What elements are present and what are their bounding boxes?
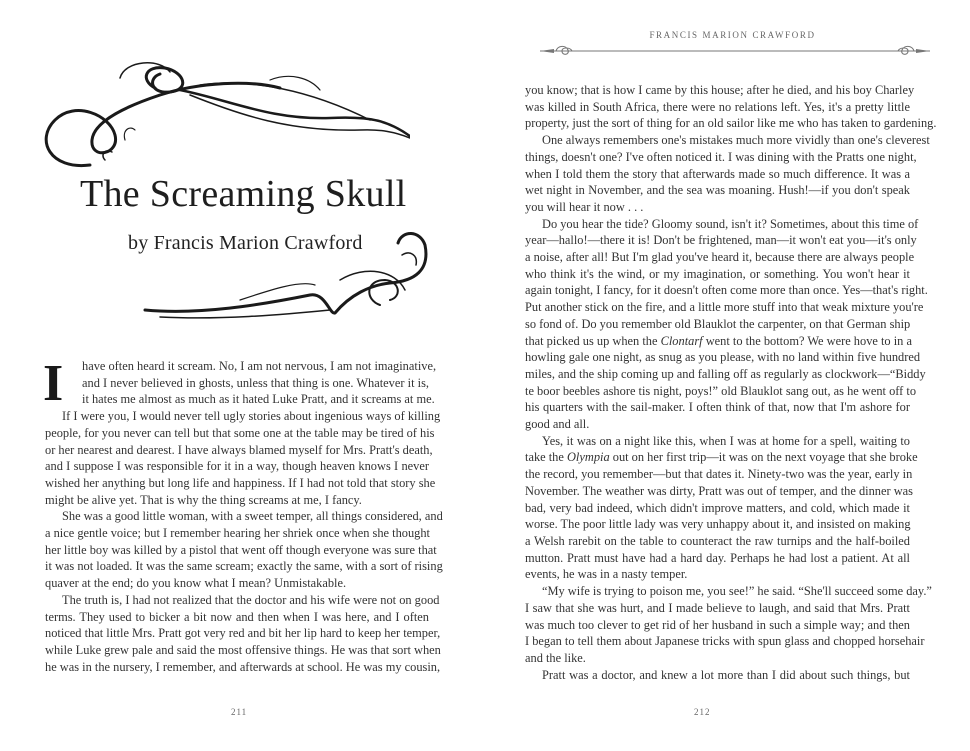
text-line: I saw that she was hurt, and I made believe to laugh, and said that Mrs. Pratt: [525, 600, 910, 615]
ship-name-olympia: Olympia: [566, 450, 610, 465]
flourish-ornament-top: [30, 60, 410, 180]
text-line: November. The weather was dirty, Pratt was out of temper, and the dinner was: [525, 483, 913, 498]
text-line: have often heard it scream. No, I am not nervous, I am not imaginative,: [82, 359, 437, 373]
text-line: his quarters with the sail-maker. I often think of that, now that I'm ashore for: [525, 400, 910, 415]
text-line: might be alive yet. That is why the thing screams at me, I fancy.: [45, 492, 362, 507]
text-line: so fond of. Do you remember old Blauklot the carpenter, on that German ship: [525, 316, 911, 331]
text-line: “My wife is trying to poison me, you see!” he said. “She'll succeed some day.”: [542, 584, 932, 599]
text-line: noticed that little Mrs. Pratt got very red and bit her lip hard to keep her temper,: [45, 626, 441, 641]
text-line: te boor beebles ashore tis night, poys!” old Blauklot sang out, as he went off to: [525, 383, 917, 398]
text-line: events, he was in a nasty temper.: [525, 567, 688, 582]
text-line: and the like.: [525, 650, 586, 665]
text-line: you will hear it now . . .: [525, 199, 644, 214]
text-fragment: take the: [525, 450, 564, 465]
header-rule-ornament: [540, 44, 930, 58]
text-line: again tonight, I fancy, for it doesn't often come more than once. Yes—that's right.: [525, 283, 928, 298]
text-line: a noise, after all! But I'm glad you've heard it, because there are always people: [525, 250, 915, 265]
text-line: a nice gentle voice; but I remember hearing her shriek once when she thought: [45, 526, 430, 541]
text-fragment: that picked us up when the: [525, 333, 658, 348]
text-line: The truth is, I had not realized that the doctor and his wife were not on good: [62, 592, 440, 607]
text-line: while Luke grew pale and said the most offensive things. He was that sort when: [45, 642, 441, 657]
drop-cap: I: [43, 355, 64, 412]
text-line: year—hallo!—there it is! Don't be frightened, man—it won't eat you—it's only: [525, 233, 917, 248]
text-line: Do you hear the tide? Gloomy sound, isn't it? Sometimes, about this time of: [542, 216, 919, 231]
text-line: I began to tell them about Japanese tricks with spun glass and chopped horsehair: [525, 634, 925, 649]
flourish-ornament-bottom: [140, 225, 440, 325]
text-line: and I never believed in ghosts, unless that thing is one. Whatever it is,: [82, 375, 429, 390]
page-number: 211: [231, 707, 248, 717]
text-line: One always remembers one's mistakes much more vividly than one's cleverest: [542, 133, 930, 148]
page-number: 212: [694, 707, 711, 717]
text-line: miles, and the ship coming up and falling off as regularly as clockwork—“Biddy: [525, 366, 926, 381]
text-line: She was a good little woman, with a sweet temper, all things considered, and: [62, 509, 443, 524]
text-line: Put another stick on the fire, and a little more stuff into that weak mixture you're: [525, 300, 924, 315]
text-line: property, just the sort of thing for an old sailor like me who has taken to gardening.: [525, 116, 937, 131]
text-line: who think it's the wind, or my imagination, or something. You won't hear it: [525, 266, 910, 281]
text-line: mutton. Pratt must have had a hard day. Perhaps he had lost a patient. At all: [525, 550, 910, 565]
text-line: was much too clever to get rid of her husband in such a simple way; and then: [525, 617, 910, 632]
story-title: The Screaming Skull: [80, 173, 407, 215]
body-text-left: [43, 355, 443, 675]
text-line: or her nearest and dearest. I have always blamed myself for Mrs. Pratt's death,: [45, 442, 433, 457]
text-line: it hates me almost as much as it hated Luke Pratt, and it screams at me.: [82, 392, 435, 407]
text-line: worse. The poor little lady was very unhappy about it, and insisted on making: [525, 517, 911, 532]
text-line: he was in the nursery, I remember, and afterwards at school. He was my cousin,: [45, 659, 441, 674]
ship-name-clontarf: Clontarf: [660, 333, 703, 348]
text-fragment: out on her first trip—it was on the next voyage that she broke: [609, 450, 918, 465]
text-line: [525, 333, 910, 350]
text-line: quaver at the end; do you know what I mean? Unmistakable.: [45, 576, 347, 591]
text-line: when I told them the story that afterwards made so much difference. It was a: [525, 166, 910, 181]
text-line: bad, very bad indeed, which didn't improve matters, and cold, which made it: [525, 500, 910, 515]
text-line: people, for you never can tell but that some one at the table may be tired of his: [45, 425, 435, 440]
text-line: Yes, it was on a night like this, when I was at home for a spell, waiting to: [542, 433, 910, 448]
text-line: wet night in November, and the sea was moaning. Hush!—if you don't speak: [525, 183, 910, 198]
text-line: and I suppose I was responsible for it in a way, though heaven knows I never: [45, 459, 429, 474]
text-line: terms. They used to bicker a bit now and then when I was here, and I often: [45, 609, 429, 624]
text-line: the record, you remember—but that dates it. Ninety-two was the year, early in: [525, 467, 913, 482]
right-page: [485, 0, 970, 751]
body-text-right: [525, 82, 937, 683]
running-head: FRANCIS MARION CRAWFORD: [649, 30, 816, 40]
text-line: a Welsh rarebit on the table to counteract the raw turnips and the half-boiled: [525, 533, 910, 548]
text-line: howling gale one night, as snug as you please, with no land within five hundred: [525, 350, 921, 365]
text-line: her little boy was killed by a pistol that went off though everyone was sure that: [45, 542, 437, 557]
text-fragment: went to the bottom? We were hove to in a: [702, 333, 912, 348]
text-line: [525, 449, 918, 466]
text-line: it was not loaded. It was the same scream; exactly the same, with a sort of rising: [45, 559, 443, 574]
story-byline: by Francis Marion Crawford: [128, 232, 363, 254]
text-line: If I were you, I would never tell ugly stories about ingenious ways of killing: [62, 409, 441, 424]
text-line: things, doesn't one? I've often noticed it. I was dining with the Pratts one night,: [525, 149, 917, 164]
text-line: wished her anything but long life and happiness. If I had not told that story she: [45, 475, 436, 490]
text-line: Pratt was a doctor, and knew a lot more than I did about such things, but: [542, 667, 910, 682]
text-line: you know; that is how I came by this house; after he died, and his boy Charley: [525, 83, 915, 97]
text-line: good and all.: [525, 417, 590, 432]
text-line: was killed in South Africa, there were no relations left. Yes, it's a pretty little: [525, 99, 910, 114]
